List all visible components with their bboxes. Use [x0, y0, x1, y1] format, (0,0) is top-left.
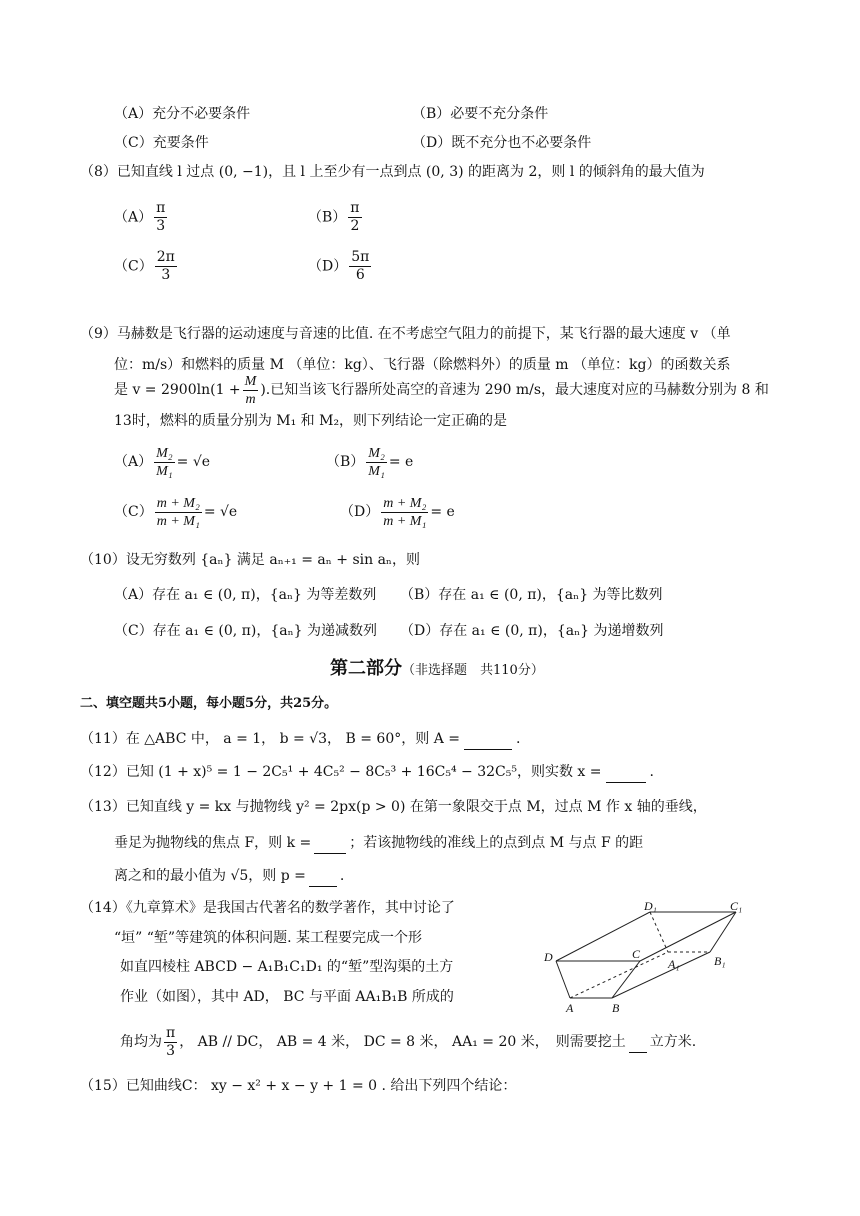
q8-option-c: （C） $\frac{2\pi}{3}$ — [114, 249, 175, 283]
part-subtitle: （非选择题 共110分） — [402, 663, 544, 678]
label-c1: C₁ — [730, 899, 743, 913]
q14-line-1: （14）《九章算术》是我国古代著名的数学著作，其中讨论了 — [80, 900, 455, 916]
label-d: D — [544, 950, 553, 964]
q9-line-3: 是 v = 2900ln(1 + $\frac{M}{m}$ ).已知当该飞行器所处高空的音速为 290 m/s，最大速度对应的马赫数分别为 8 和 — [114, 373, 769, 407]
edge-da — [556, 961, 570, 998]
q15-stem: （15）已知曲线C： xy − x² + x − y + 1 = 0 . 给出下列四个结论： — [80, 1078, 517, 1094]
q8-option-d: （D） $\frac{5\pi}{6}$ — [308, 249, 370, 283]
q11: （11）在 △ABC 中， a = 1， b = √3， B = 60°，则 A = . — [80, 729, 520, 750]
q13-p-blank[interactable] — [309, 866, 337, 887]
q9-line-1: （9）马赫数是飞行器的运动速度与音速的比值. 在不考虑空气阻力的前提下，某飞行器的最大速度 v （单 — [80, 326, 731, 342]
q13-line-2: 垂足为抛物线的焦点 F，则 k = ；若该抛物线的准线上的点到点 M 与点 F 的距 — [114, 833, 643, 854]
edge-bc — [612, 961, 640, 998]
q13-line-3: 离之和的最小值为 √5，则 p = . — [114, 866, 344, 887]
q14-line-4: 作业（如图），其中 AD， BC 与平面 AA₁B₁B 所成的 — [120, 989, 454, 1005]
q9-line-2: 位：m/s）和燃料的质量 M （单位：kg）、飞行器（除燃料外）的质量 m （单位：kg）的函数关系 — [114, 357, 731, 373]
q10-option-a: （A）存在 a₁ ∈ (0, π)，{aₙ} 为等差数列 — [114, 587, 377, 603]
part-title: 第二部分 — [330, 658, 402, 679]
q9-option-b: （B） $\frac{\text{M₂}}{\text{M₁}}$ = e — [326, 445, 414, 479]
prism-figure — [530, 898, 760, 1018]
q8-option-a: （A） $\frac{\pi}{3}$ — [114, 200, 166, 234]
q7-option-c: （C）充要条件 — [114, 135, 209, 151]
q7-option-b: （B）必要不充分条件 — [412, 106, 549, 122]
q13-k-blank[interactable] — [314, 833, 346, 854]
label-d1: D₁ — [644, 899, 657, 913]
q14-line-3: 如直四棱柱 ABCD − A₁B₁C₁D₁ 的“堑”型沟渠的土方 — [120, 959, 454, 975]
q12-answer-blank[interactable] — [606, 762, 646, 783]
edge-aa1 — [570, 952, 668, 998]
label-a1: A₁ — [668, 957, 680, 971]
edge-d1a1 — [650, 912, 668, 952]
q11-answer-blank[interactable] — [464, 729, 512, 750]
label-b: B — [612, 1001, 620, 1015]
q9-option-c: （C） $\frac{\text{m + M₂}}{\text{m + M₁}}$ = √e — [114, 495, 238, 529]
q10-option-b: （B）存在 a₁ ∈ (0, π)，{aₙ} 为等比数列 — [400, 587, 663, 603]
q13-line-1: （13）已知直线 y = kx 与抛物线 y² = 2px(p > 0) 在第一象限交于点 M，过点 M 作 x 轴的垂线， — [80, 799, 707, 815]
part-heading — [330, 656, 544, 684]
q8-option-b: （B） $\frac{\pi}{2}$ — [308, 200, 360, 234]
label-b1: B₁ — [714, 954, 726, 968]
q9-option-a: （A） $\frac{\text{M₂}}{\text{M₁}}$ = √e — [114, 445, 211, 479]
q10-stem: （10）设无穷数列 {aₙ} 满足 aₙ₊₁ = aₙ + sin aₙ，则 — [80, 552, 420, 568]
q10-option-d: （D）存在 a₁ ∈ (0, π)，{aₙ} 为递增数列 — [400, 623, 664, 639]
q7-option-d: （D）既不充分也不必要条件 — [412, 135, 592, 151]
q14-answer-blank[interactable] — [629, 1032, 647, 1053]
section-heading: 二、填空题共5小题，每小题5分，共25分。 — [80, 696, 338, 711]
q7-option-a: （A）充分不必要条件 — [114, 106, 251, 122]
q9-option-d: （D） $\frac{\text{m + M₂}}{\text{m + M₁}}$ = e — [340, 495, 455, 529]
edge-bb1 — [612, 952, 710, 998]
q9-line-4: 13时，燃料的质量分别为 M₁ 和 M₂，则下列结论一定正确的是 — [114, 413, 508, 429]
label-c: C — [632, 947, 641, 961]
q12: （12）已知 (1 + x)⁵ = 1 − 2C₅¹ + 4C₅² − 8C₅³ + 16C₅⁴ − 32C₅⁵，则实数 x = . — [80, 762, 654, 783]
q14-line-5: 角均为 $\frac{\pi}{3}$ ， AB // DC， AB = 4 米， DC = 8 米， AA₁ = 20 米， 则需要挖土 立方米. — [120, 1024, 697, 1059]
q14-line-2: “垣” “堑”等建筑的体积问题. 某工程要完成一个形 — [114, 930, 422, 946]
edge-c1b1 — [710, 912, 736, 952]
q8-stem: （8）已知直线 l 过点 (0, −1)，且 l 上至少有一点到点 (0, 3) 的距离为 2，则 l 的倾斜角的最大值为 — [80, 164, 705, 180]
q10-option-c: （C）存在 a₁ ∈ (0, π)，{aₙ} 为递减数列 — [114, 623, 377, 639]
label-a: A — [566, 1001, 574, 1015]
